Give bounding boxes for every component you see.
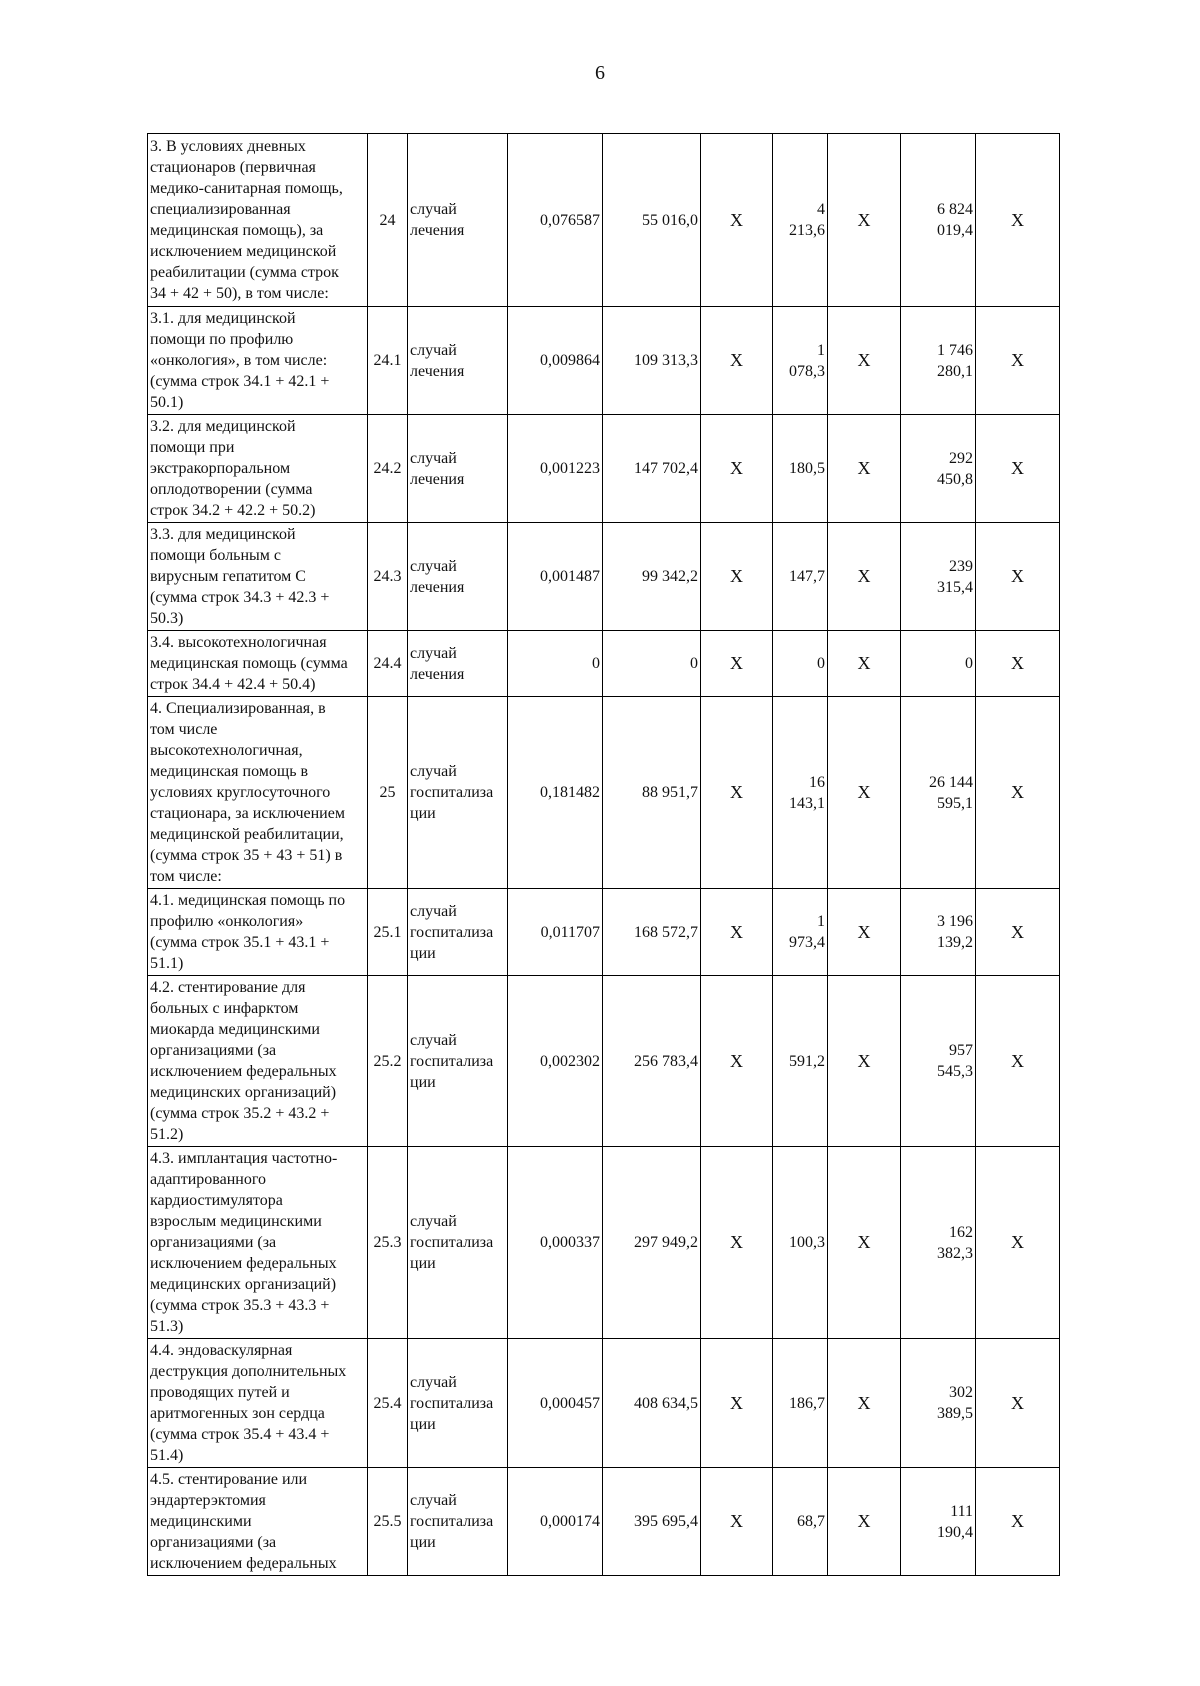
- cost-cell: 99 342,2: [603, 523, 701, 631]
- row-name-cell: [148, 976, 368, 1147]
- name_lines-line: 51.2): [150, 1126, 184, 1143]
- x-cell: X: [976, 1339, 1060, 1468]
- unit_lines-line: ции: [410, 944, 436, 962]
- row-code-cell: 24.3: [368, 523, 408, 631]
- name_lines-line: медицинских организаций): [150, 1276, 337, 1293]
- total_lines-line: 111: [950, 1502, 973, 1520]
- name_lines-line: строк 34.4 + 42.4 + 50.4): [150, 676, 316, 693]
- total-cell: [901, 1339, 976, 1468]
- unit_lines-line: случай: [410, 1373, 457, 1391]
- row-unit-cell: [408, 415, 508, 523]
- unit_lines-line: случай: [410, 341, 457, 359]
- unit_lines-line: случай: [410, 201, 457, 218]
- unit_lines-line: госпитализа: [410, 923, 494, 941]
- unit_lines-line: ции: [410, 1073, 436, 1091]
- total-cell: [901, 134, 976, 307]
- name_lines-line: исключением федеральных: [150, 1255, 337, 1272]
- name_lines-line: эндартерэктомия: [150, 1492, 266, 1509]
- total_lines-line: 139,2: [937, 934, 973, 951]
- norm-cell: 0,002302: [508, 976, 603, 1147]
- name_lines-line: организациями (за: [150, 1534, 277, 1551]
- row-unit-cell: [408, 134, 508, 307]
- name_lines-line: исключением федеральных: [150, 1555, 337, 1572]
- row-name-cell: [148, 1468, 368, 1576]
- x-cell: X: [828, 307, 901, 415]
- table-row: [148, 523, 1060, 631]
- name_lines-line: кардиостимулятора: [150, 1192, 283, 1209]
- unit_lines-line: госпитализа: [410, 784, 494, 801]
- per_capita_lines-line: 68,7: [797, 1513, 825, 1530]
- name_lines-line: 4.1. медицинская помощь по: [150, 892, 346, 909]
- table-row: [148, 134, 1060, 307]
- x-cell: X: [976, 976, 1060, 1147]
- name_lines-line: экстракорпоральном: [150, 460, 291, 477]
- name_lines-line: (сумма строк 34.1 + 42.1 +: [150, 373, 330, 390]
- per_capita_lines-line: 973,4: [789, 934, 825, 951]
- row-unit-cell: [408, 1468, 508, 1576]
- unit_lines-line: случай: [410, 902, 457, 920]
- name_lines-line: 4.2. стентирование для: [150, 979, 306, 996]
- total_lines-line: 019,4: [937, 222, 973, 239]
- row-unit-cell: [408, 976, 508, 1147]
- per-capita-cell: [773, 1339, 828, 1468]
- x-cell: X: [976, 307, 1060, 415]
- unit_lines-line: лечения: [410, 578, 465, 596]
- unit_lines-line: случай: [410, 1213, 457, 1230]
- row-code-cell: 24.1: [368, 307, 408, 415]
- row-code-cell: 24: [368, 134, 408, 307]
- x-cell: X: [701, 697, 773, 889]
- total-cell: [901, 631, 976, 697]
- x-cell: X: [976, 1468, 1060, 1576]
- per-capita-cell: [773, 523, 828, 631]
- per-capita-cell: [773, 1468, 828, 1576]
- row-unit-cell: [408, 1147, 508, 1339]
- total_lines-line: 389,5: [937, 1405, 973, 1422]
- name_lines-line: 51.3): [150, 1318, 184, 1335]
- per_capita_lines-line: 4: [817, 201, 825, 218]
- norm-cell: 0,011707: [508, 889, 603, 976]
- unit_lines-line: ции: [410, 805, 436, 822]
- row-name-cell: [148, 1339, 368, 1468]
- x-cell: X: [976, 1147, 1060, 1339]
- name_lines-line: 4.5. стентирование или: [150, 1471, 308, 1488]
- unit_lines-line: случай: [410, 1031, 457, 1049]
- per-capita-cell: [773, 697, 828, 889]
- row-code-cell: 25.2: [368, 976, 408, 1147]
- per-capita-cell: [773, 889, 828, 976]
- x-cell: X: [701, 1468, 773, 1576]
- name_lines-line: том числе:: [150, 868, 222, 885]
- x-cell: X: [701, 415, 773, 523]
- x-cell: X: [701, 1339, 773, 1468]
- total_lines-line: 6 824: [937, 201, 973, 218]
- per_capita_lines-line: 591,2: [789, 1052, 825, 1070]
- per-capita-cell: [773, 631, 828, 697]
- per-capita-cell: [773, 134, 828, 307]
- x-cell: X: [976, 631, 1060, 697]
- norm-cell: 0: [508, 631, 603, 697]
- name_lines-line: медицинских организаций): [150, 1084, 337, 1101]
- table-row: [148, 1468, 1060, 1576]
- total-cell: [901, 1468, 976, 1576]
- total_lines-line: 545,3: [937, 1063, 973, 1080]
- x-cell: X: [701, 134, 773, 307]
- x-cell: X: [701, 307, 773, 415]
- per-capita-cell: [773, 1147, 828, 1339]
- unit_lines-line: случай: [410, 763, 457, 780]
- row-code-cell: 25: [368, 697, 408, 889]
- name_lines-line: адаптированного: [150, 1171, 266, 1188]
- row-code-cell: 25.4: [368, 1339, 408, 1468]
- name_lines-line: помощи больным с: [150, 547, 282, 564]
- row-unit-cell: [408, 1339, 508, 1468]
- page-number: 6: [595, 62, 605, 84]
- x-cell: X: [976, 415, 1060, 523]
- x-cell: X: [976, 697, 1060, 889]
- unit_lines-line: госпитализа: [410, 1052, 494, 1070]
- x-cell: X: [828, 976, 901, 1147]
- unit_lines-line: госпитализа: [410, 1513, 494, 1530]
- unit_lines-line: госпитализа: [410, 1234, 494, 1251]
- name_lines-line: деструкция дополнительных: [150, 1363, 347, 1380]
- total-cell: [901, 307, 976, 415]
- name_lines-line: «онкология», в том числе:: [150, 352, 328, 369]
- per-capita-cell: [773, 976, 828, 1147]
- name_lines-line: высокотехнологичная,: [150, 742, 303, 759]
- total-cell: [901, 697, 976, 889]
- cost-cell: 109 313,3: [603, 307, 701, 415]
- total_lines-line: 3 196: [937, 913, 973, 930]
- cost-cell: 0: [603, 631, 701, 697]
- name_lines-line: специализированная: [150, 201, 291, 218]
- per_capita_lines-line: 1: [817, 341, 825, 359]
- row-unit-cell: [408, 631, 508, 697]
- per_capita_lines-line: 147,7: [789, 568, 825, 585]
- total_lines-line: 162: [949, 1223, 973, 1241]
- unit_lines-line: лечения: [410, 222, 465, 239]
- per_capita_lines-line: 16: [809, 773, 825, 791]
- name_lines-line: медицинскими: [150, 1513, 252, 1530]
- table-row: [148, 697, 1060, 889]
- total-cell: [901, 976, 976, 1147]
- unit_lines-line: случай: [410, 1492, 457, 1509]
- name_lines-line: медико-санитарная помощь,: [150, 180, 343, 197]
- name_lines-line: реабилитации (сумма строк: [150, 264, 339, 281]
- total-cell: [901, 1147, 976, 1339]
- row-code-cell: 25.1: [368, 889, 408, 976]
- name_lines-line: 51.4): [150, 1447, 184, 1464]
- cost-cell: 395 695,4: [603, 1468, 701, 1576]
- table-row: [148, 889, 1060, 976]
- name_lines-line: (сумма строк 35.3 + 43.3 +: [150, 1297, 330, 1314]
- name_lines-line: 34 + 42 + 50), в том числе:: [150, 285, 329, 302]
- x-cell: X: [828, 1468, 901, 1576]
- row-code-cell: 24.2: [368, 415, 408, 523]
- x-cell: X: [701, 523, 773, 631]
- cost-cell: 88 951,7: [603, 697, 701, 889]
- row-code-cell: 25.5: [368, 1468, 408, 1576]
- total_lines-line: 302: [949, 1384, 973, 1401]
- row-name-cell: [148, 523, 368, 631]
- name_lines-line: (сумма строк 35.1 + 43.1 +: [150, 934, 330, 951]
- unit_lines-line: ции: [410, 1415, 436, 1433]
- name_lines-line: 4. Специализированная, в: [150, 700, 326, 717]
- row-name-cell: [148, 631, 368, 697]
- name_lines-line: медицинская помощь в: [150, 763, 309, 780]
- name_lines-line: организациями (за: [150, 1234, 277, 1251]
- name_lines-line: (сумма строк 35.2 + 43.2 +: [150, 1105, 330, 1122]
- norm-cell: 0,001223: [508, 415, 603, 523]
- name_lines-line: 3.2. для медицинской: [150, 418, 296, 435]
- total-cell: [901, 889, 976, 976]
- name_lines-line: 4.4. эндоваскулярная: [150, 1342, 293, 1359]
- x-cell: X: [976, 134, 1060, 307]
- table-row: [148, 976, 1060, 1147]
- x-cell: X: [828, 1339, 901, 1468]
- norm-cell: 0,001487: [508, 523, 603, 631]
- x-cell: X: [828, 134, 901, 307]
- name_lines-line: вирусным гепатитом С: [150, 568, 306, 585]
- per_capita_lines-line: 0: [817, 655, 825, 672]
- unit_lines-line: лечения: [410, 470, 465, 488]
- total-cell: [901, 523, 976, 631]
- per_capita_lines-line: 078,3: [789, 362, 825, 380]
- cost-cell: 147 702,4: [603, 415, 701, 523]
- total_lines-line: 1 746: [937, 341, 973, 359]
- name_lines-line: помощи по профилю: [150, 331, 294, 348]
- name_lines-line: миокарда медицинскими: [150, 1021, 320, 1038]
- total_lines-line: 450,8: [937, 470, 973, 488]
- name_lines-line: 50.3): [150, 610, 184, 627]
- name_lines-line: организациями (за: [150, 1042, 277, 1059]
- row-name-cell: [148, 134, 368, 307]
- name_lines-line: больных с инфарктом: [150, 1000, 299, 1017]
- norm-cell: 0,076587: [508, 134, 603, 307]
- name_lines-line: стационара, за исключением: [150, 805, 345, 822]
- cost-cell: 256 783,4: [603, 976, 701, 1147]
- x-cell: X: [701, 631, 773, 697]
- name_lines-line: 3.3. для медицинской: [150, 526, 296, 543]
- x-cell: X: [828, 889, 901, 976]
- norm-cell: 0,009864: [508, 307, 603, 415]
- norm-cell: 0,181482: [508, 697, 603, 889]
- table-row: [148, 631, 1060, 697]
- name_lines-line: аритмогенных зон сердца: [150, 1405, 325, 1422]
- row-name-cell: [148, 307, 368, 415]
- per_capita_lines-line: 100,3: [789, 1234, 825, 1251]
- row-name-cell: [148, 415, 368, 523]
- name_lines-line: стационаров (первичная: [150, 159, 316, 176]
- name_lines-line: строк 34.2 + 42.2 + 50.2): [150, 502, 316, 519]
- total_lines-line: 280,1: [937, 362, 973, 380]
- name_lines-line: (сумма строк 34.3 + 42.3 +: [150, 589, 330, 606]
- per_capita_lines-line: 186,7: [789, 1394, 825, 1412]
- x-cell: X: [828, 415, 901, 523]
- table-row: [148, 307, 1060, 415]
- name_lines-line: помощи при: [150, 439, 235, 456]
- total-cell: [901, 415, 976, 523]
- name_lines-line: 51.1): [150, 955, 184, 972]
- unit_lines-line: случай: [410, 449, 457, 467]
- name_lines-line: проводящих путей и: [150, 1384, 290, 1401]
- total_lines-line: 382,3: [937, 1244, 973, 1262]
- x-cell: X: [828, 1147, 901, 1339]
- x-cell: X: [976, 523, 1060, 631]
- name_lines-line: оплодотворении (сумма: [150, 481, 313, 498]
- row-name-cell: [148, 697, 368, 889]
- name_lines-line: 4.3. имплантация частотно-: [150, 1150, 338, 1167]
- total_lines-line: 239: [949, 557, 973, 575]
- cost-cell: 55 016,0: [603, 134, 701, 307]
- row-unit-cell: [408, 307, 508, 415]
- per-capita-cell: [773, 307, 828, 415]
- name_lines-line: (сумма строк 35 + 43 + 51) в: [150, 847, 343, 864]
- unit_lines-line: лечения: [410, 362, 465, 380]
- row-code-cell: 24.4: [368, 631, 408, 697]
- cost-cell: 168 572,7: [603, 889, 701, 976]
- name_lines-line: 3. В условиях дневных: [150, 138, 306, 155]
- name_lines-line: (сумма строк 35.4 + 43.4 +: [150, 1426, 330, 1443]
- total_lines-line: 190,4: [937, 1523, 973, 1541]
- total_lines-line: 957: [949, 1042, 973, 1059]
- per_capita_lines-line: 143,1: [789, 794, 825, 812]
- unit_lines-line: ции: [410, 1534, 436, 1551]
- name_lines-line: том числе: [150, 721, 218, 738]
- name_lines-line: взрослым медицинскими: [150, 1213, 322, 1230]
- per_capita_lines-line: 1: [817, 913, 825, 930]
- row-unit-cell: [408, 697, 508, 889]
- norms-table: [147, 133, 1060, 1576]
- cost-cell: 408 634,5: [603, 1339, 701, 1468]
- row-unit-cell: [408, 523, 508, 631]
- per-capita-cell: [773, 415, 828, 523]
- unit_lines-line: ции: [410, 1255, 436, 1272]
- unit_lines-line: госпитализа: [410, 1394, 494, 1412]
- name_lines-line: исключением федеральных: [150, 1063, 337, 1080]
- x-cell: X: [976, 889, 1060, 976]
- table-row: [148, 1339, 1060, 1468]
- row-code-cell: 25.3: [368, 1147, 408, 1339]
- unit_lines-line: лечения: [410, 665, 465, 683]
- name_lines-line: 3.1. для медицинской: [150, 310, 296, 327]
- total_lines-line: 292: [949, 449, 973, 467]
- name_lines-line: 50.1): [150, 394, 184, 411]
- unit_lines-line: случай: [410, 644, 457, 662]
- x-cell: X: [828, 697, 901, 889]
- total_lines-line: 0: [965, 655, 973, 672]
- x-cell: X: [828, 523, 901, 631]
- per_capita_lines-line: 180,5: [789, 460, 825, 477]
- norm-cell: 0,000457: [508, 1339, 603, 1468]
- cost-cell: 297 949,2: [603, 1147, 701, 1339]
- name_lines-line: медицинская помощь), за: [150, 222, 324, 239]
- unit_lines-line: случай: [410, 557, 457, 575]
- name_lines-line: условиях круглосуточного: [150, 784, 331, 801]
- name_lines-line: медицинская помощь (сумма: [150, 655, 348, 672]
- norm-cell: 0,000337: [508, 1147, 603, 1339]
- norm-cell: 0,000174: [508, 1468, 603, 1576]
- x-cell: X: [701, 976, 773, 1147]
- name_lines-line: 3.4. высокотехнологичная: [150, 634, 327, 651]
- x-cell: X: [828, 631, 901, 697]
- total_lines-line: 595,1: [937, 794, 973, 812]
- row-unit-cell: [408, 889, 508, 976]
- table-row: [148, 415, 1060, 523]
- table-row: [148, 1147, 1060, 1339]
- row-name-cell: [148, 1147, 368, 1339]
- name_lines-line: исключением медицинской: [150, 243, 337, 260]
- x-cell: X: [701, 889, 773, 976]
- total_lines-line: 26 144: [929, 773, 973, 791]
- total_lines-line: 315,4: [937, 578, 973, 596]
- per_capita_lines-line: 213,6: [789, 222, 825, 239]
- x-cell: X: [701, 1147, 773, 1339]
- name_lines-line: профилю «онкология»: [150, 913, 304, 930]
- name_lines-line: медицинской реабилитации,: [150, 826, 344, 843]
- row-name-cell: [148, 889, 368, 976]
